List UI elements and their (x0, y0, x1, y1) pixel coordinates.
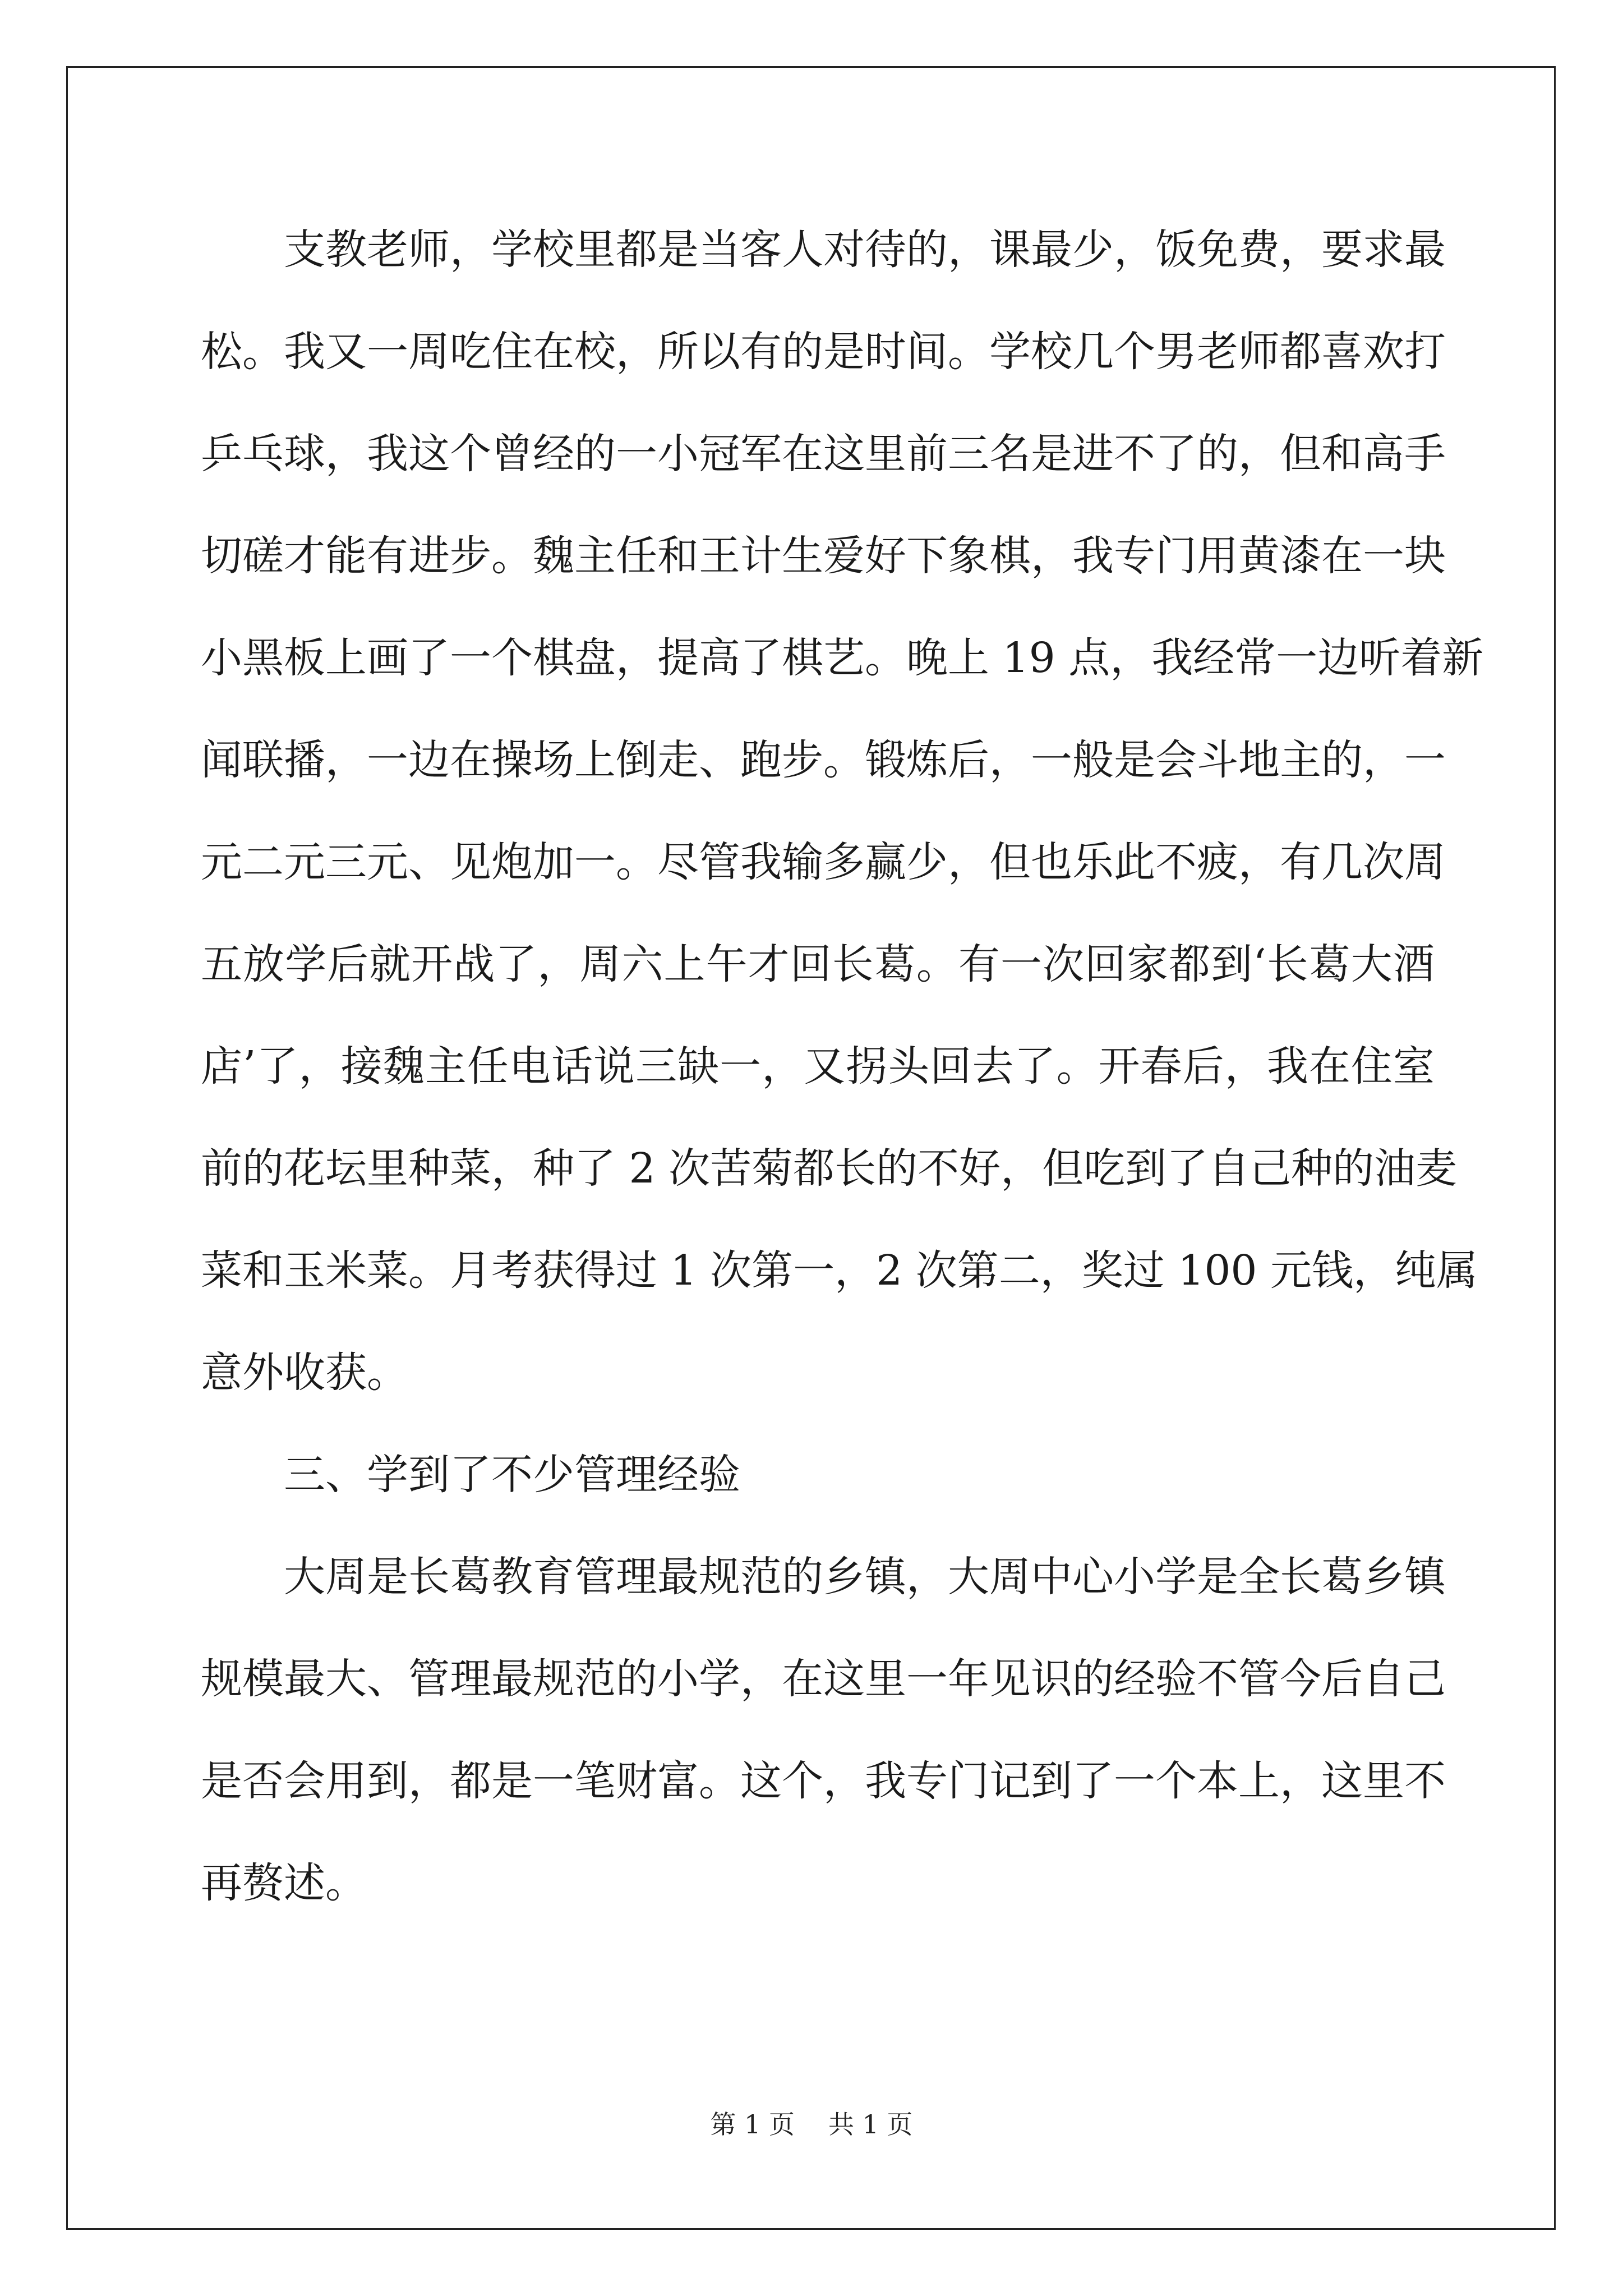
paragraph-line: 切磋才能有进步。魏主任和王计生爱好下象棋，我专门用黄漆在一块 (201, 532, 1446, 580)
paragraph-1 (201, 208, 1484, 1433)
paragraph-line: 店’了，接魏主任电话说三缺一，又拐头回去了。开春后，我在住室 (201, 1042, 1435, 1091)
paragraph-line: 再赘述。 (201, 1859, 367, 1907)
document-body (201, 208, 1484, 1943)
page-total: 共 1 页 (828, 2109, 913, 2139)
paragraph-line: 支教老师，学校里都是当客人对待的，课最少，饭免费，要求最 (284, 226, 1446, 274)
paragraph-line: 松。我又一周吃住在校，所以有的是时间。学校几个男老师都喜欢打 (201, 328, 1446, 376)
paragraph-line: 闻联播，一边在操场上倒走、跑步。锻炼后，一般是会斗地主的，一 (201, 736, 1446, 784)
paragraph-line: 小黑板上画了一个棋盘，提高了棋艺。晚上 19 点，我经常一边听着新 (201, 634, 1484, 682)
paragraph-line: 大周是长葛教育管理最规范的乡镇，大周中心小学是全长葛乡镇 (284, 1553, 1446, 1601)
paragraph-line: 菜和玉米菜。月考获得过 1 次第一，2 次第二，奖过 100 元钱，纯属 (201, 1246, 1478, 1295)
paragraph-line: 是否会用到，都是一笔财富。这个，我专门记到了一个本上，这里不 (201, 1757, 1446, 1805)
page-footer (0, 2108, 1623, 2141)
paragraph-line: 乒乓球，我这个曾经的一小冠军在这里前三名是进不了的，但和高手 (201, 430, 1446, 478)
section-heading: 三、学到了不少管理经验 (284, 1451, 740, 1499)
paragraph-line: 意外收获。 (201, 1349, 408, 1397)
paragraph-line: 前的花坛里种菜，种了 2 次苦菊都长的不好，但吃到了自己种的油麦 (201, 1144, 1458, 1193)
paragraph-2 (201, 1535, 1446, 1943)
page-number: 第 1 页 (710, 2109, 795, 2139)
paragraph-line: 规模最大、管理最规范的小学，在这里一年见识的经验不管今后自己 (201, 1655, 1446, 1703)
paragraph-line: 元二元三元、见炮加一。尽管我输多赢少，但也乐此不疲，有几次周 (201, 838, 1446, 886)
paragraph-line: 五放学后就开战了，周六上午才回长葛。有一次回家都到‘长葛大酒 (201, 940, 1435, 988)
